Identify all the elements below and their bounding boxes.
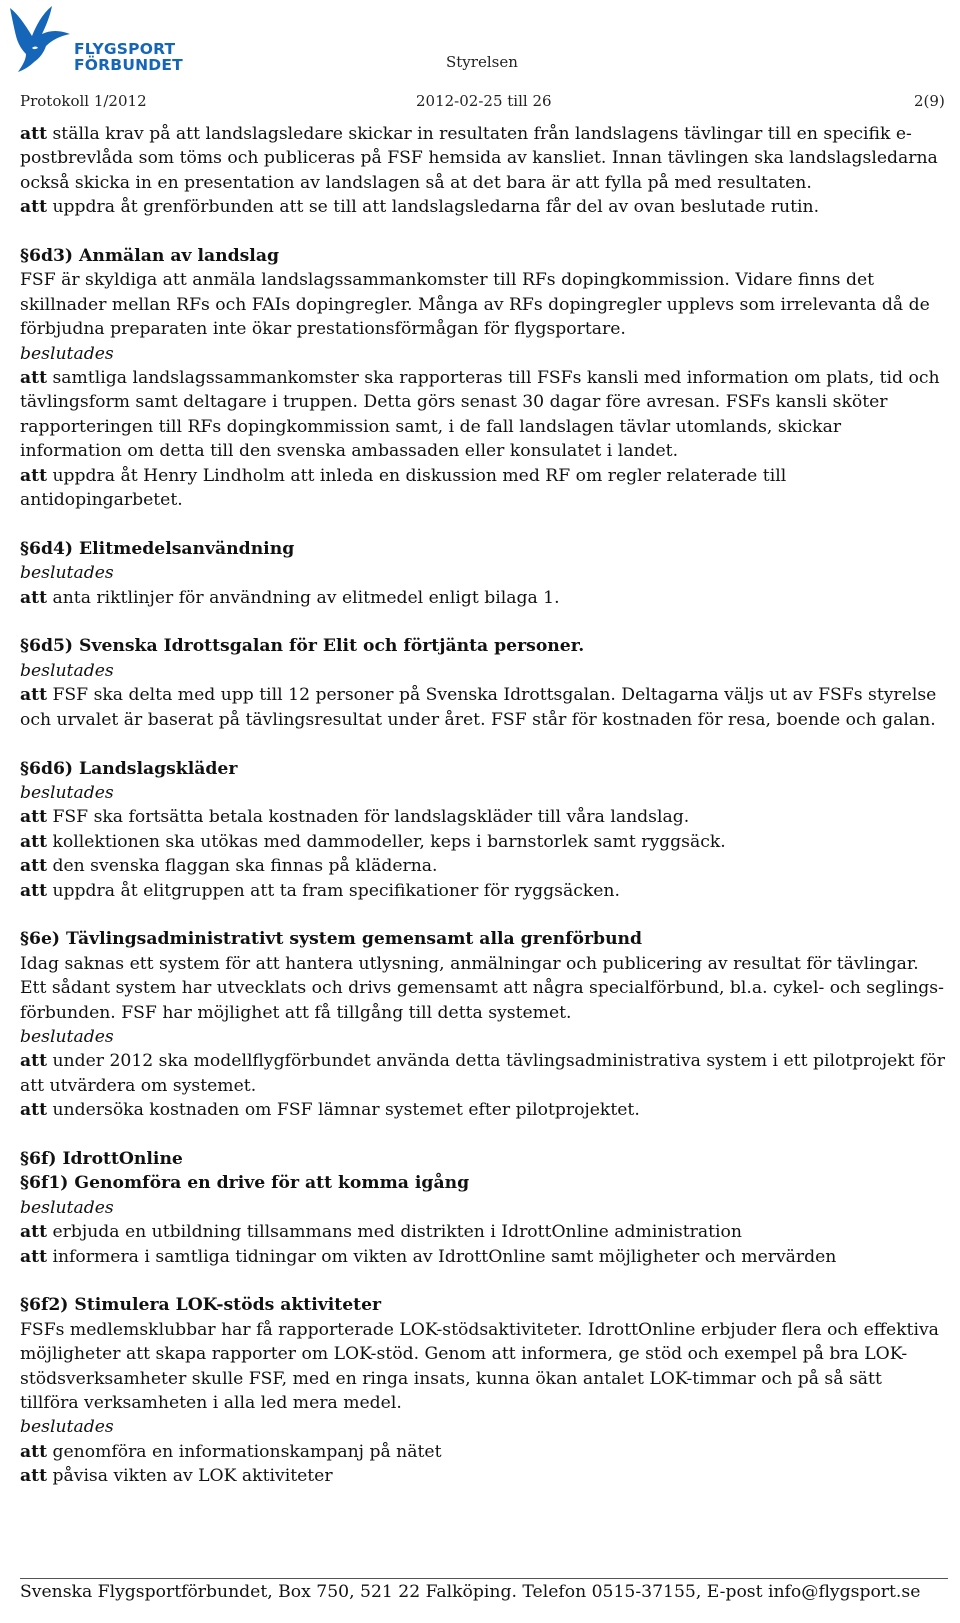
decision-text: uppdra åt Henry Lindholm att inleda en diskussion med RF om regler relaterade till antidopingarbetet.	[20, 465, 787, 511]
att-keyword: att	[20, 124, 48, 144]
section-heading: §6f1) Genomföra en drive för att komma igång	[20, 1173, 470, 1194]
decision-item	[20, 464, 945, 513]
decision-item	[20, 805, 945, 829]
paragraph-gap	[20, 903, 945, 927]
decision-item	[20, 1245, 945, 1269]
att-keyword: att	[20, 587, 48, 608]
board-label: Styrelsen	[446, 53, 518, 71]
protocol-body	[20, 122, 945, 1489]
decision-item	[20, 1220, 945, 1244]
section-heading: §6d4) Elitmedelsanvändning	[20, 538, 295, 559]
decision-item	[20, 195, 945, 219]
decision-item	[20, 854, 945, 878]
att-keyword: att	[20, 465, 48, 486]
decision-item	[20, 366, 945, 464]
decision-text: undersöka kostnaden om FSF lämnar systemet efter pilotprojektet.	[47, 1100, 640, 1121]
meeting-date: 2012-02-25 till 26	[416, 92, 552, 110]
decision-text: informera i samtliga tidningar om vikten av IdrottOnline samt möjligheter och mervärden	[47, 1246, 837, 1267]
decision-text: under 2012 ska modellflygförbundet använda detta tävlingsadministrativa system i ett pilotprojekt för att utvärdera om systemet.	[20, 1051, 945, 1096]
body-paragraph: Idag saknas ett system för att hantera utlysning, anmälningar och publicering av resultat för tävlingar. Ett sådant system har utvecklats och drivs gemensamt att några specialförbund, bl.a. cykel- och seglings-förbunden. FSF har möjlighet att få tillgång till detta systemet.	[20, 953, 944, 1023]
page-number: 2(9)	[914, 92, 945, 110]
footer-divider	[20, 1578, 948, 1579]
body-paragraph: FSF är skyldiga att anmäla landslagssammankomster till RFs dopingkommission. Vidare finns det skillnader mellan RFs och FAIs dopingregler. Många av RFs dopingregler upplevs som irrelevanta då de förbjudna preparaten inte ökar prestationsförmågan för flygsportare.	[20, 270, 930, 340]
att-keyword: att	[20, 880, 48, 901]
decision-label: beslutades	[20, 1026, 114, 1047]
logo-line1: FLYGSPORT	[74, 40, 176, 58]
att-keyword: att	[20, 368, 48, 389]
decision-text: FSF ska fortsätta betala kostnaden för landslagskläder till våra landslag.	[47, 807, 690, 828]
footer-address: Svenska Flygsportförbundet, Box 750, 521 22 Falköping. Telefon 0515-37155, E-post info@flygsport.se	[20, 1582, 921, 1602]
section-heading: §6e) Tävlingsadministrativt system gemensamt alla grenförbund	[20, 929, 643, 950]
att-keyword: att	[20, 1441, 48, 1462]
att-keyword: att	[20, 1246, 48, 1267]
paragraph-gap	[20, 1269, 945, 1293]
decision-item	[20, 1440, 945, 1464]
decision-text: uppdra åt elitgruppen att ta fram specifikationer för ryggsäcken.	[47, 880, 620, 901]
decision-text: samtliga landslagssammankomster ska rapporteras till FSFs kansli med information om plats, tid och tävlingsform samt deltagare i truppen. Detta görs senast 30 dagar före avresan. FSFs kansli sköter rapporteringen till RFs dopingkommission samt, i de fall landslagen tävlar utomlands, skickar information om detta till den svenska ambassaden eller konsulatet i landet.	[20, 368, 940, 462]
decision-text: anta riktlinjer för användning av elitmedel enligt bilaga 1.	[47, 587, 560, 608]
paragraph-gap	[20, 732, 945, 756]
decision-item	[20, 1049, 945, 1098]
decision-label: beslutades	[20, 343, 114, 364]
section-heading: §6f2) Stimulera LOK-stöds aktiviteter	[20, 1295, 382, 1316]
paragraph-gap	[20, 220, 945, 244]
section-heading: §6f) IdrottOnline	[20, 1148, 183, 1169]
att-keyword: att	[20, 1466, 48, 1487]
decision-label: beslutades	[20, 1417, 114, 1438]
decision-label: beslutades	[20, 660, 114, 681]
decision-item	[20, 1464, 945, 1488]
logo-text	[74, 41, 183, 73]
decision-item	[20, 1098, 945, 1122]
att-keyword: att	[20, 1051, 48, 1072]
decision-text: uppdra åt grenförbunden att se till att landslagsledarna får del av ovan beslutade rutin.	[47, 197, 820, 218]
decision-item	[20, 122, 945, 195]
logo-line2: FÖRBUNDET	[74, 56, 183, 74]
paragraph-gap	[20, 1123, 945, 1147]
paragraph-gap	[20, 512, 945, 536]
decision-text: FSF ska delta med upp till 12 personer på Svenska Idrottsgalan. Deltagarna väljs ut av FSFs styrelse och urvalet är baserat på tävlingsresultat under året. FSF står för kostnaden för resa, boende och galan.	[20, 685, 937, 730]
body-paragraph: FSFs medlemsklubbar har få rapporterade LOK-stödsaktiviteter. IdrottOnline erbjuder flera och effektiva möjligheter att skapa rapporter om LOK-stöd. Genom att informera, ge stöd och exempel på bra LOK-stödsverksamheter skulle FSF, med en ringa insats, kunna ökan antalet LOK-timmar och på så sätt tillföra verksamheten i alla led mera medel.	[20, 1319, 939, 1414]
protocol-number: Protokoll 1/2012	[20, 92, 147, 110]
decision-label: beslutades	[20, 782, 114, 803]
decision-text: kollektionen ska utökas med dammodeller, keps i barnstorlek samt ryggsäck.	[47, 831, 726, 852]
logo	[8, 4, 183, 76]
att-keyword: att	[20, 831, 48, 852]
decision-text: erbjuda en utbildning tillsammans med distrikten i IdrottOnline administration	[47, 1222, 742, 1243]
decision-label: beslutades	[20, 1197, 114, 1218]
att-keyword: att	[20, 1222, 48, 1243]
decision-text: genomföra en informationskampanj på nätet	[47, 1441, 442, 1462]
paragraph-gap	[20, 610, 945, 634]
decision-item	[20, 879, 945, 903]
eagle-icon	[8, 4, 74, 74]
decision-label: beslutades	[20, 563, 114, 584]
decision-text: påvisa vikten av LOK aktiviteter	[47, 1466, 333, 1487]
section-heading: §6d3) Anmälan av landslag	[20, 246, 279, 267]
decision-text: ställa krav på att landslagsledare skickar in resultaten från landslagens tävlingar till en specifik e-postbrevlåda som töms och publiceras på FSF hemsida av kansliet. Innan tävlingen ska landslagsledarna också skicka in en presentation av landslagen så at det bara är att fylla på med resultaten.	[20, 124, 938, 193]
att-keyword: att	[20, 856, 48, 877]
decision-item	[20, 683, 945, 732]
decision-item	[20, 830, 945, 854]
section-heading: §6d5) Svenska Idrottsgalan för Elit och förtjänta personer.	[20, 636, 585, 657]
att-keyword: att	[20, 685, 48, 706]
section-heading: §6d6) Landslagskläder	[20, 758, 238, 779]
att-keyword: att	[20, 197, 48, 218]
decision-text: den svenska flaggan ska finnas på kläderna.	[47, 856, 438, 877]
att-keyword: att	[20, 807, 48, 828]
decision-item	[20, 586, 945, 610]
att-keyword: att	[20, 1100, 48, 1121]
